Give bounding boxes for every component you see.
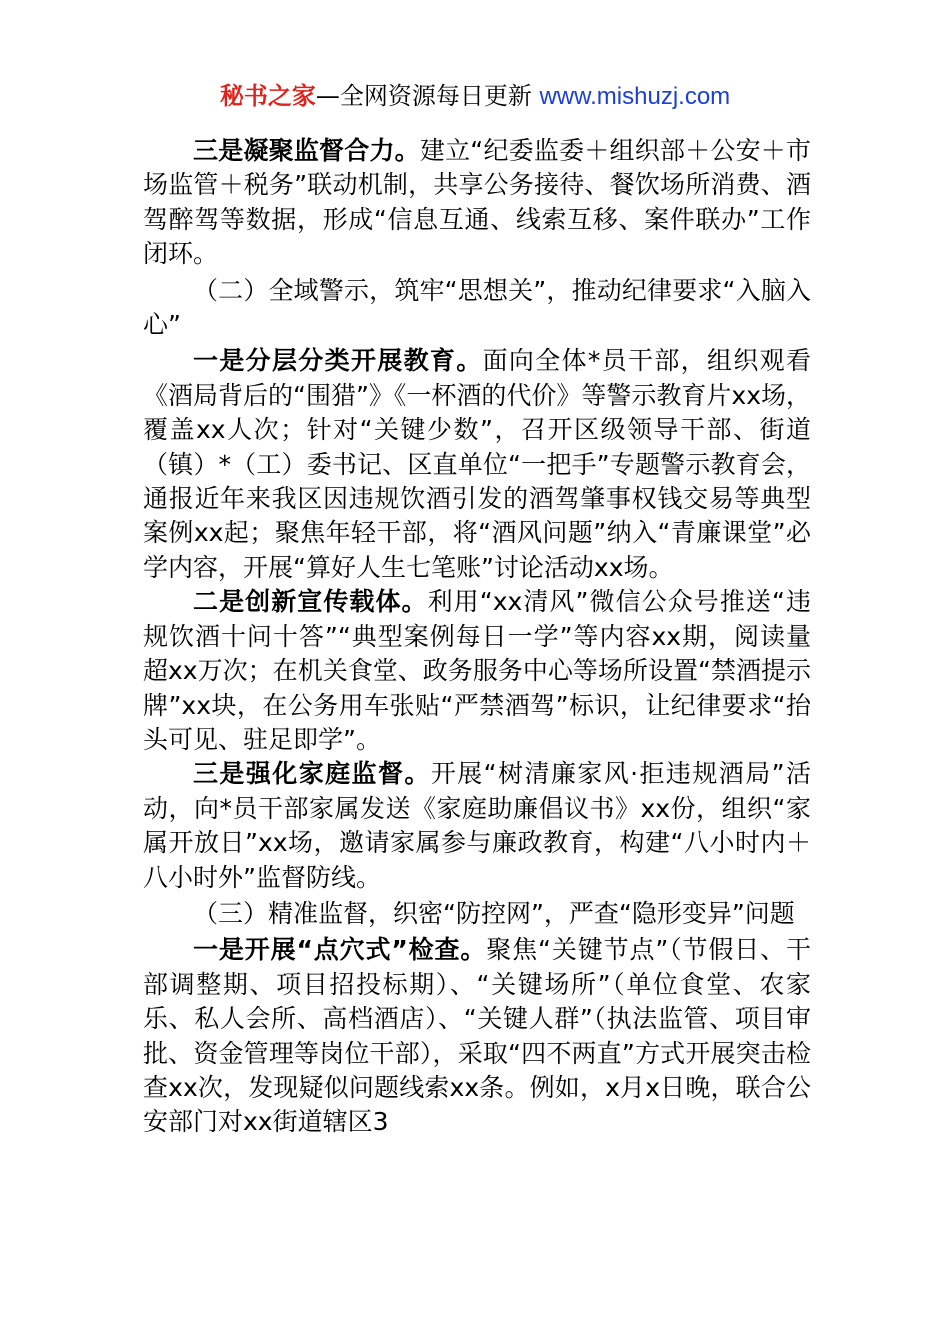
paragraph [143, 933, 811, 1139]
paragraph-text: 建立“纪委监委＋组织部＋公安＋市场监管＋税务”联动机制，共享公务接待、餐饮场所消费、酒驾醉驾等数据，形成“信息互通、线索互移、案件联办”工作闭环。 [143, 136, 811, 269]
paragraph [143, 757, 811, 895]
paragraph-text: 开展“树清廉家风·拒违规酒局”活动，向*员干部家属发送《家庭助廉倡议书》xx份，组织“家属开放日”xx场，邀请家属参与廉政教育，构建“八小时内＋八小时外”监督防线。 [143, 759, 811, 892]
site-url[interactable]: www.mishuzj.com [539, 83, 731, 110]
paragraph-lead: 一是分层分类开展教育。 [193, 346, 483, 376]
site-header [0, 80, 950, 113]
paragraph [143, 344, 811, 585]
document-body [143, 134, 811, 1140]
paragraph-lead: 二是创新宣传载体。 [193, 587, 428, 617]
paragraph [143, 585, 811, 757]
paragraph-text: 聚焦“关键节点”（节假日、干部调整期、项目招投标期）、“关键场所”（单位食堂、农家乐、私人会所、高档酒店）、“关键人群”（执法监管、项目审批、资金管理等岗位干部），采取“四不两直”方式开展突击检查xx次，发现疑似问题线索xx条。例如，x月x日晚，联合公安部门对xx街道辖区3 [143, 935, 811, 1137]
paragraph-lead: 三是凝聚监督合力。 [193, 136, 420, 165]
section-heading: （二）全域警示，筑牢“思想关”，推动纪律要求“入脑入心” [143, 275, 811, 340]
paragraph-lead: 三是强化家庭监督。 [193, 759, 431, 789]
paragraph [143, 134, 811, 272]
paragraph-text: 面向全体*员干部，组织观看《酒局背后的“围猎”》《一杯酒的代价》等警示教育片xx场，覆盖xx人次；针对“关键少数”，召开区级领导干部、街道（镇）*（工）委书记、区直单位“一把手”专题警示教育会，通报近年来我区因违规饮酒引发的酒驾肇事权钱交易等典型案例xx起；聚焦年轻干部，将“酒风问题”纳入“青廉课堂”必学内容，开展“算好人生七笔账”讨论活动xx场。 [143, 346, 811, 582]
site-brand: 秘书之家 [219, 82, 316, 110]
site-tagline: —全网资源每日更新 [315, 82, 532, 110]
paragraph-text: 利用“xx清风”微信公众号推送“违规饮酒十问十答”“典型案例每日一学”等内容xx期，阅读量超xx万次；在机关食堂、政务服务中心等场所设置“禁酒提示牌”xx块，在公务用车张贴“严禁酒驾”标识，让纪律要求“抬头可见、驻足即学”。 [143, 587, 811, 754]
section-heading: （三）精准监督，织密“防控网”，严查“隐形变异”问题 [193, 898, 795, 928]
paragraph-lead: 一是开展“点穴式”检查。 [193, 935, 487, 965]
